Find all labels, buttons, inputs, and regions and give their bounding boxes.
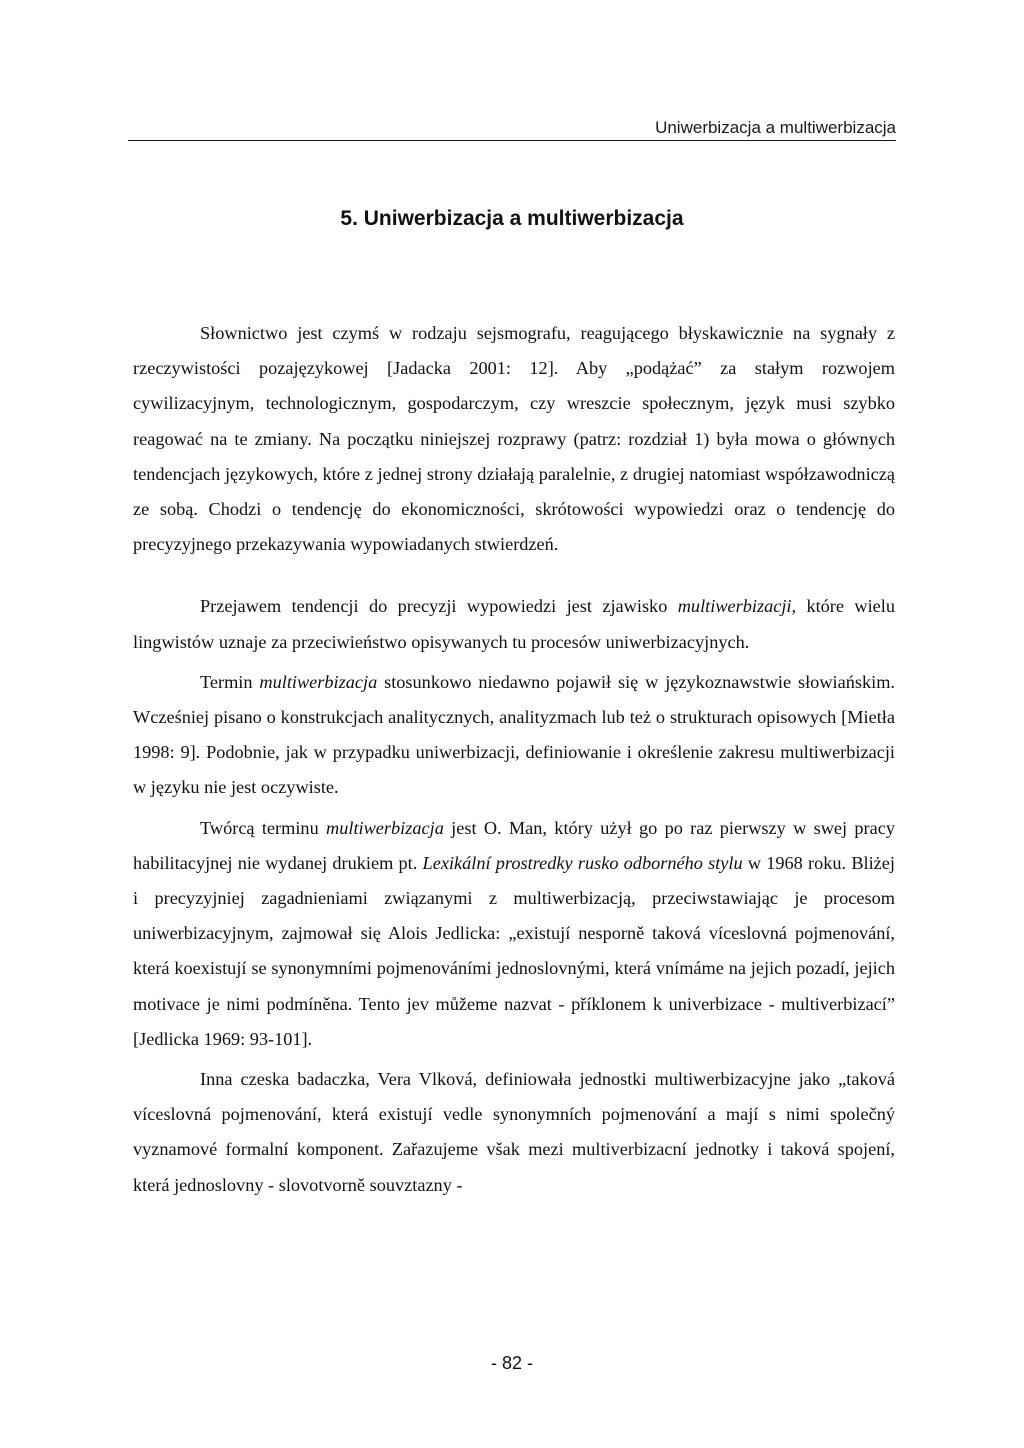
chapter-title: 5. Uniwerbizacja a multiwerbizacja bbox=[340, 207, 684, 230]
paragraph-4-before: Twórcą terminu bbox=[200, 817, 327, 838]
paragraph-3-term: multiwerbizacja bbox=[259, 671, 378, 692]
paragraph-1: Słownictwo jest czymś w rodzaju sejsmografu, reagującego błyskawicznie na sygnały z rzeczywistości pozajęzykowej [Jadacka 2001: 12]. Aby „podążać” za stałym rozwojem cywilizacyjnym, technologicznym, gospodarczym, czy wreszcie społecznym, język musi szybko reagować na te zmiany. Na początku niniejszej rozprawy (patrz: rozdział 1) była mowa o głównych tendencjach językowych, które z jednej strony działają paralelnie, z drugiej natomiast współzawodniczą ze sobą. Chodzi o tendencję do ekonomiczności, skrótowości wypowiedzi oraz o tendencję do precyzyjnego przekazywania wypowiadanych stwierdzeń. bbox=[133, 323, 895, 555]
body-text bbox=[133, 316, 895, 1203]
paragraph-4-term: multiwerbizacja bbox=[326, 817, 444, 838]
header-rule bbox=[128, 140, 896, 141]
paragraph-3-after: stosunkowo niedawno pojawił się w językoznawstwie słowiańskim. Wcześniej pisano o konstrukcjach analitycznych, analityzmach lub też o strukturach opisowych [Mietła 1998: 9]. Podobnie, jak w przypadku uniwerbizacji, definiowanie i określenie zakresu multiwerbizacji w języku nie jest oczywiste. bbox=[133, 671, 895, 798]
paragraph-4-middle: jest O. Man, który użył go po raz pierwszy w swej pracy habilitacyjnej nie wydanej drukiem pt. bbox=[133, 817, 895, 873]
paragraph-4-work-title: Lexikální prostredky rusko odborného stylu bbox=[422, 852, 743, 873]
running-header: Uniwerbizacja a multiwerbizacja bbox=[655, 118, 896, 137]
page-number: - 82 - bbox=[490, 1353, 533, 1373]
paragraph-2-term: multiwerbizacji, bbox=[677, 596, 797, 617]
paragraph-3-before: Termin bbox=[200, 671, 260, 692]
paragraph-5: Inna czeska badaczka, Vera Vlková, definiowała jednostki multiwerbizacyjne jako „taková víceslovná pojmenování, která existují vedle synonymních pojmenování a mají s nimi společný vyznamové formalní komponent. Zařazujeme však mezi multiverbizacní jednotky i taková spojení, která jednoslovny - slovotvorně souvztazny - bbox=[133, 1069, 895, 1195]
paragraph-4-after: w 1968 roku. Bliżej i precyzyjniej zagadnieniami związanymi z multiwerbizacją, przeciwstawiając je procesom uniwerbizacyjnym, zajmował się Alois Jedlicka: „existují nesporně taková víceslovná pojmenování, která koexistují se synonymními pojmenováními jednoslovnými, která vnímáme na jejich pozadí, jejich motivace je nimi podmíněna. Tento jev můžeme nazvat - příklonem k univerbizace - multiverbizací” [Jedlicka 1969: 93-101]. bbox=[133, 852, 895, 1049]
paragraph-2-after: które wielu lingwistów uznaje za przeciwieństwo opisywanych tu procesów uniwerbizacyjnych. bbox=[133, 596, 895, 652]
paragraph-3 bbox=[133, 665, 895, 806]
paragraph-4 bbox=[133, 811, 895, 1057]
paragraph-2-before: Przejawem tendencji do precyzji wypowiedzi jest zjawisko bbox=[200, 596, 678, 617]
paragraph-2 bbox=[133, 589, 895, 659]
